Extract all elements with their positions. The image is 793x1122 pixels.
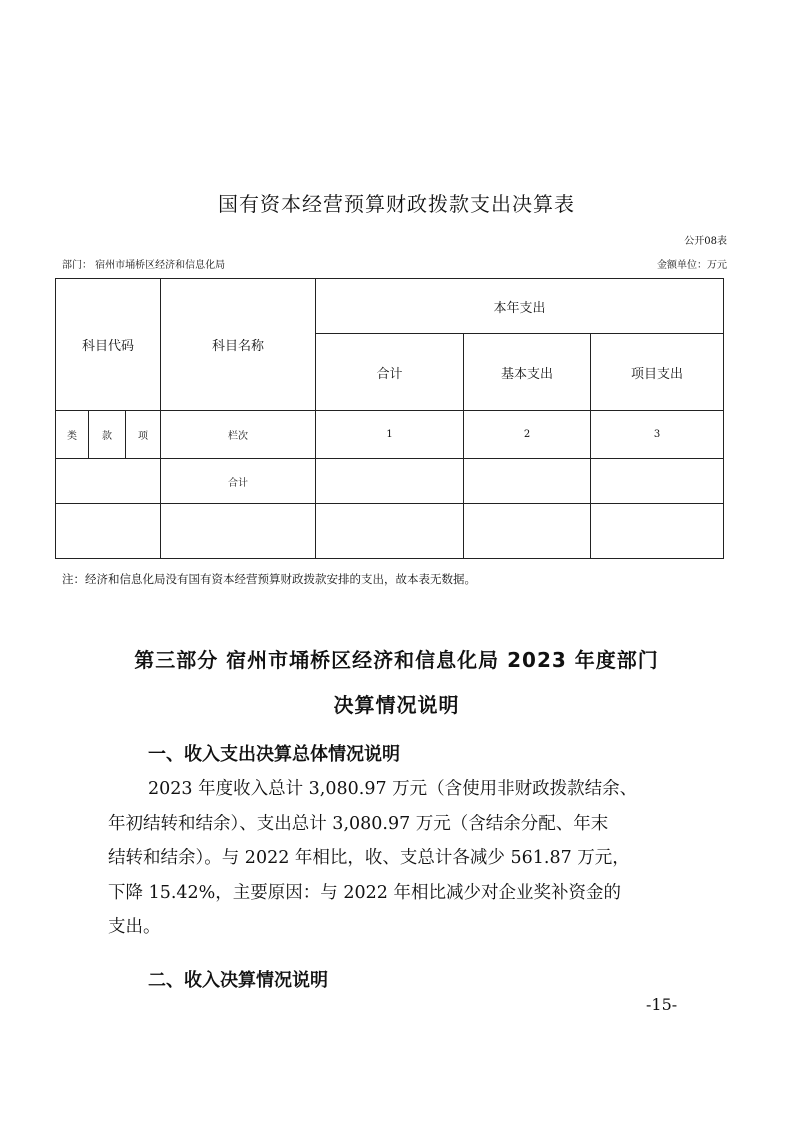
total-row-label: 合计 <box>161 459 316 504</box>
table-number: 公开08表 <box>684 236 727 247</box>
section2-title: 二、收入决算情况说明 <box>148 970 328 991</box>
header-current-year: 本年支出 <box>316 279 724 334</box>
header-xiang: 项 <box>126 411 161 459</box>
budget-table <box>55 278 724 559</box>
table-cell <box>316 504 464 559</box>
paragraph-line: 2023 年度收入总计 3,080.97 万元（含使用非财政拨款结余、 <box>148 779 638 799</box>
page-number: -15- <box>646 995 678 1014</box>
table-row <box>56 459 724 504</box>
column-index-1: 1 <box>316 411 464 459</box>
table-cell <box>464 459 591 504</box>
paragraph-line: 下降 15.42%，主要原因：与 2022 年相比减少对企业奖补资金的 <box>108 882 621 903</box>
column-index-2: 2 <box>464 411 591 459</box>
table-title: 国有资本经营预算财政拨款支出决算表 <box>218 192 575 216</box>
table-cell <box>56 504 161 559</box>
header-project: 项目支出 <box>591 334 724 411</box>
paragraph-line: 年初结转和结余）、支出总计 3,080.97 万元（含结余分配、年末 <box>108 813 609 834</box>
part3-heading-line1: 第三部分 宿州市埇桥区经济和信息化局 2023 年度部门 <box>134 648 659 672</box>
department-label: 部门： 宿州市埇桥区经济和信息化局 <box>62 260 226 271</box>
table-cell <box>316 459 464 504</box>
table-cell <box>591 504 724 559</box>
column-index-3: 3 <box>591 411 724 459</box>
table-cell <box>161 504 316 559</box>
header-basic: 基本支出 <box>464 334 591 411</box>
paragraph-line: 支出。 <box>108 917 161 937</box>
table-note: 注：经济和信息化局没有国有资本经营预算财政拨款安排的支出，故本表无数据。 <box>62 572 476 586</box>
section1-title: 一、收入支出决算总体情况说明 <box>148 744 400 765</box>
part3-heading-line2: 决算情况说明 <box>333 693 460 717</box>
header-subject-code: 科目代码 <box>56 279 161 411</box>
header-kuan: 款 <box>89 411 126 459</box>
section1-paragraph <box>108 772 708 945</box>
header-total: 合计 <box>316 334 464 411</box>
table-cell <box>591 459 724 504</box>
paragraph-line: 结转和结余）。与 2022 年相比，收、支总计各减少 561.87 万元， <box>108 848 630 868</box>
table-cell <box>464 504 591 559</box>
header-lei: 类 <box>56 411 89 459</box>
unit-label: 金额单位：万元 <box>657 260 727 271</box>
table-row <box>56 504 724 559</box>
table-cell <box>56 459 161 504</box>
header-subject-name: 科目名称 <box>161 279 316 411</box>
column-index-label: 栏次 <box>161 411 316 459</box>
